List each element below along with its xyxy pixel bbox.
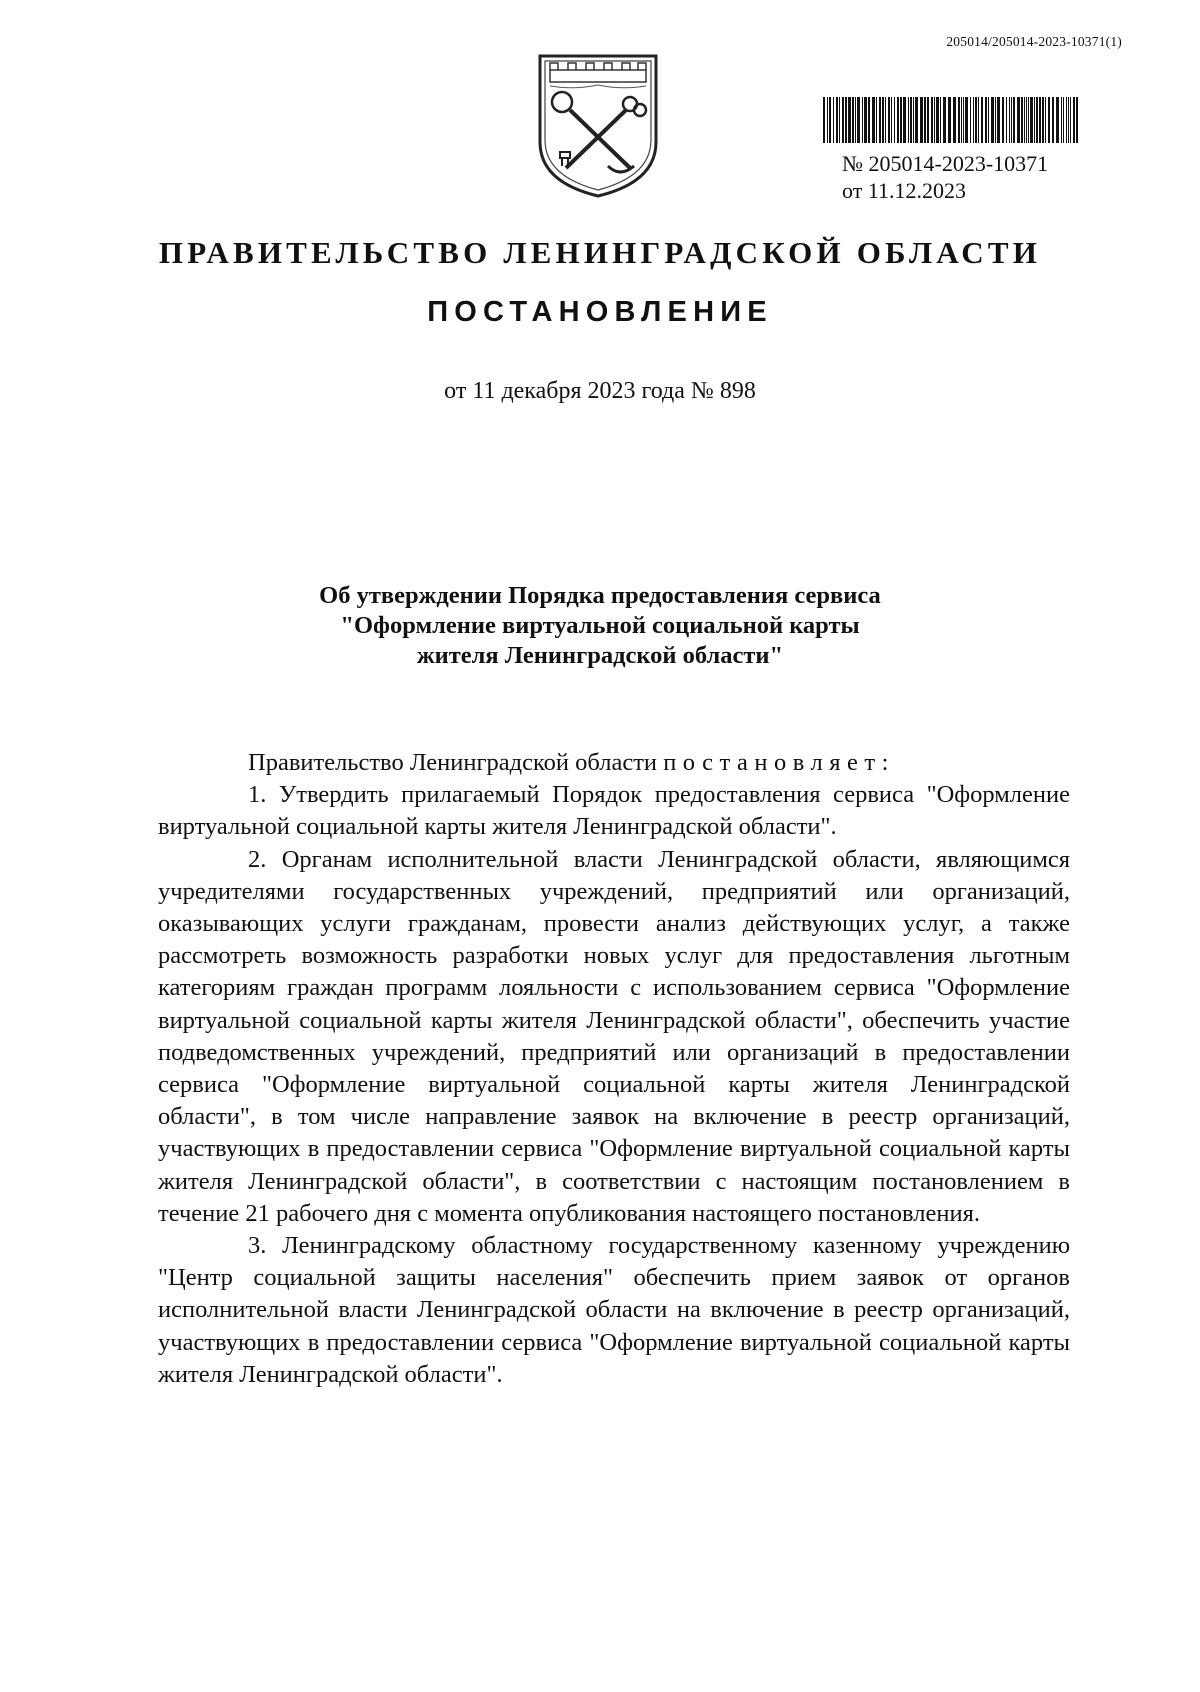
clause-2: 2. Органам исполнительной власти Ленинградской области, являющимся учредителями государственных учреждений, предприятий или организаций, оказывающих услуги гражданам, провести анализ действующих услуг, а также рассмотреть возможность разработки новых услуг для предоставления льготным категориям граждан программ лояльности с использованием сервиса "Оформление виртуальной социальной карты жителя Ленинградской области", обеспечить участие подведомственных учреждений, предприятий или организаций в предоставлении сервиса "Оформление виртуальной социальной карты жителя Ленинградской области", в том числе направление заявок на включение в реестр организаций, участвующих в предоставлении сервиса "Оформление виртуальной социальной карты жителя Ленинградской области", в соответствии с настоящим постановлением в течение 21 рабочего дня с момента опубликования настоящего постановления. [158, 845, 1070, 1227]
clause-3: 3. Ленинградскому областному государственному казенному учреждению "Центр социальной защиты населения" обеспечить прием заявок от органов исполнительной власти Ленинградской области на включение в реестр организаций, участвующих в предоставлении сервиса "Оформление виртуальной социальной карты жителя Ленинградской области". [158, 1232, 1070, 1388]
organization-title: ПРАВИТЕЛЬСТВО ЛЕНИНГРАДСКОЙ ОБЛАСТИ [158, 235, 1042, 270]
subject-line-1: Об утверждении Порядка предоставления сервиса [319, 582, 881, 609]
subject-line-3: жителя Ленинградской области" [416, 642, 784, 669]
registration-date: от 11.12.2023 [842, 178, 967, 203]
intro-verb: постановляет: [663, 749, 895, 776]
clause-1: 1. Утвердить прилагаемый Порядок предоставления сервиса "Оформление виртуальной социальной карты жителя Ленинградской области". [158, 781, 1070, 841]
coat-of-arms-emblem [534, 50, 662, 200]
document-subject [0, 581, 1200, 671]
registration-stamp [842, 150, 1048, 204]
intro-prefix: Правительство Ленинградской области [248, 749, 664, 776]
document-body [158, 747, 1070, 1391]
registration-number: № 205014-2023-10371 [842, 151, 1049, 176]
document-date-number: от 11 декабря 2023 года № 898 [444, 378, 756, 404]
document-type: ПОСТАНОВЛЕНИЕ [427, 296, 773, 328]
subject-line-2: "Оформление виртуальной социальной карты [340, 612, 860, 639]
intro-paragraph [158, 747, 1070, 779]
document-id: 205014/205014-2023-10371(1) [946, 34, 1122, 49]
barcode [823, 97, 1079, 143]
